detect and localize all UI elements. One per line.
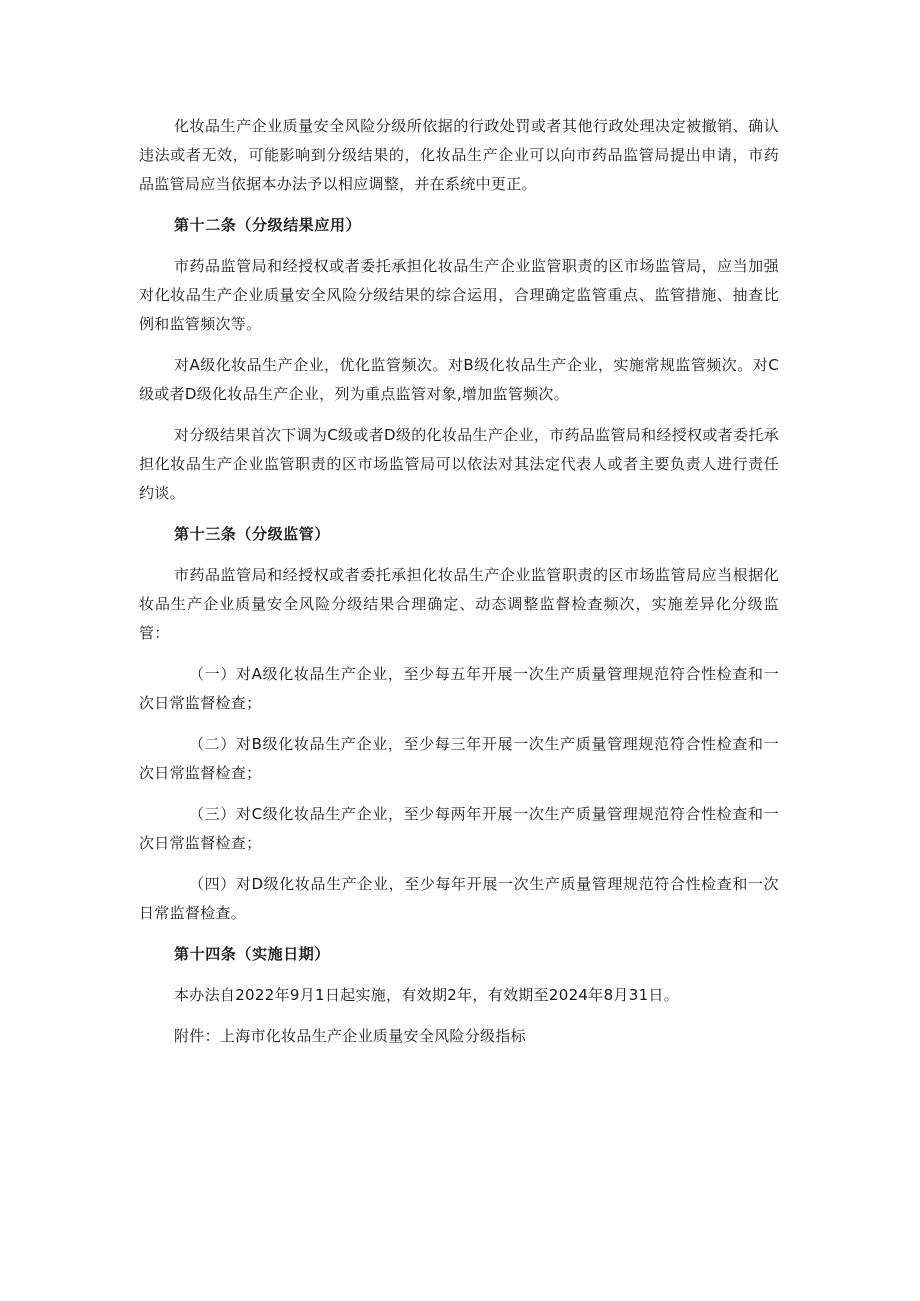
paragraph-interview: 对分级结果首次下调为C级或者D级的化妆品生产企业，市药品监管局和经授权或者委托承担化妆品生产企业监管职责的区市场监管局可以依法对其法定代表人或者主要负责人进行责任约谈。 — [139, 426, 779, 502]
article-12-heading: 第十二条（分级结果应用） — [174, 216, 362, 234]
article-14-heading: 第十四条（实施日期） — [174, 945, 331, 963]
paragraph-attachment: 附件：上海市化妆品生产企业质量安全风险分级指标 — [174, 1027, 526, 1045]
paragraph-adjustment: 化妆品生产企业质量安全风险分级所依据的行政处罚或者其他行政处理决定被撤销、确认违法或者无效，可能影响到分级结果的，化妆品生产企业可以向市药品监管局提出申请，市药品监管局应当依据本办法予以相应调整，并在系统中更正。 — [139, 117, 779, 193]
paragraph-effective-date: 本办法自2022年9月1日起实施，有效期2年，有效期至2024年8月31日。 — [174, 986, 680, 1004]
list-item-grade-c: （三）对C级化妆品生产企业，至少每两年开展一次生产质量管理规范符合性检查和一次日常监督检查； — [139, 805, 779, 852]
list-item-grade-b: （二）对B级化妆品生产企业，至少每三年开展一次生产质量管理规范符合性检查和一次日常监督检查； — [139, 735, 779, 782]
paragraph-grade-frequency: 对A级化妆品生产企业，优化监管频次。对B级化妆品生产企业，实施常规监管频次。对C级或者D级化妆品生产企业，列为重点监管对象,增加监管频次。 — [139, 356, 779, 403]
article-13-heading: 第十三条（分级监管） — [174, 525, 331, 543]
list-item-grade-a: （一）对A级化妆品生产企业，至少每五年开展一次生产质量管理规范符合性检查和一次日常监督检查； — [139, 665, 779, 712]
list-item-grade-d: （四）对D级化妆品生产企业，至少每年开展一次生产质量管理规范符合性检查和一次日常监督检查。 — [139, 875, 779, 922]
paragraph-graded-supervision: 市药品监管局和经授权或者委托承担化妆品生产企业监管职责的区市场监管局应当根据化妆品生产企业质量安全风险分级结果合理确定、动态调整监督检查频次，实施差异化分级监管： — [139, 566, 779, 642]
document-page — [139, 112, 779, 1063]
paragraph-result-usage: 市药品监管局和经授权或者委托承担化妆品生产企业监管职责的区市场监管局，应当加强对化妆品生产企业质量安全风险分级结果的综合运用，合理确定监管重点、监管措施、抽查比例和监管频次等。 — [139, 257, 779, 333]
